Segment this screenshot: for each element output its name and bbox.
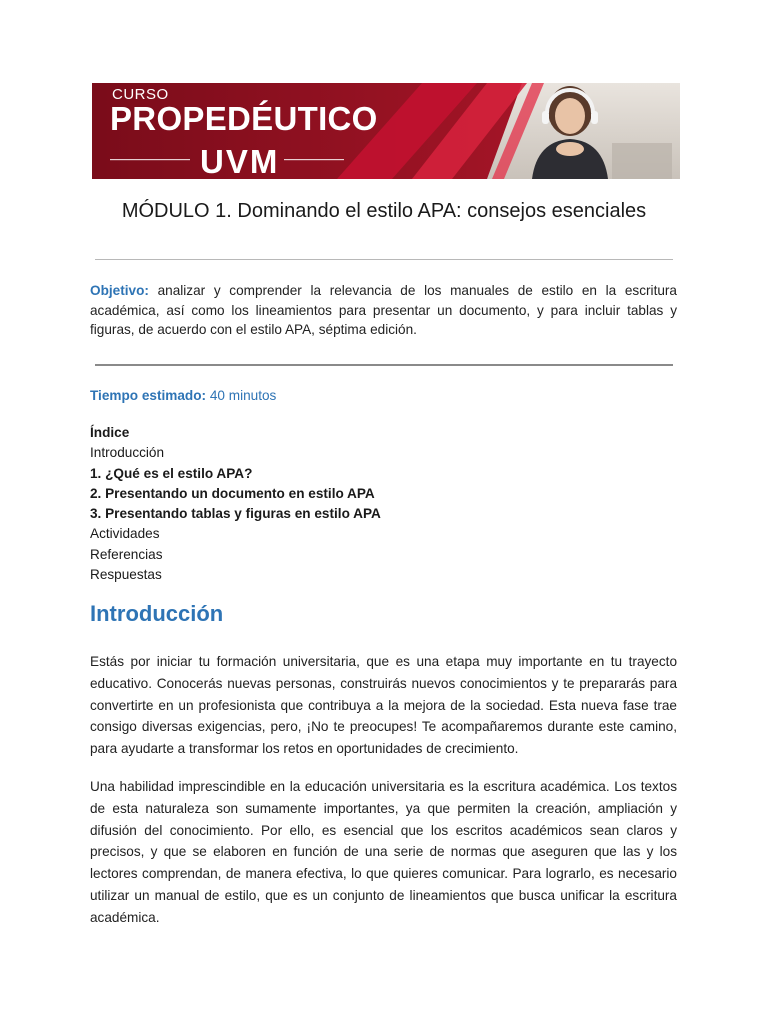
objective-paragraph <box>90 281 677 340</box>
table-of-contents <box>90 423 650 585</box>
intro-paragraph-2: Una habilidad imprescindible en la educación universitaria es la escritura académica. Los textos de esta naturaleza son sumamente importantes, ya que permiten la creación, ampliación y difusión del conocimiento. Por ello, es esencial que los escritos académicos sean claros y precisos, y que se elaboren en función de una serie de normas que aseguren que las y los lectores comprendan, de manera efectiva, lo que quieres comunicar. Para lograrlo, es necesario utilizar un manual de estilo, que es un conjunto de lineamientos que busca unificar la escritura académica. <box>90 779 677 925</box>
intro-paragraph-1: Estás por iniciar tu formación universitaria, que es una etapa muy importante en tu trayecto educativo. Conocerás nuevas personas, construirás nuevos conocimientos y te prepararás para convertirte en un profesionista que contribuya a la mejora de la sociedad. Esta nueva fase trae consigo diversas exigencias, pero, ¡No te preocupes! Te acompañaremos durante este camino, para ayudarte a transformar los retos en oportunidades de crecimiento. <box>90 654 677 757</box>
index-item-respuestas[interactable]: Respuestas <box>90 567 162 583</box>
index-item-1[interactable]: 1. ¿Qué es el estilo APA? <box>90 465 253 481</box>
index-item-2[interactable]: 2. Presentando un documento en estilo APA <box>90 485 375 501</box>
course-banner <box>92 83 680 179</box>
estimated-time <box>90 386 276 405</box>
index-item-3[interactable]: 3. Presentando tablas y figuras en estilo APA <box>90 506 381 522</box>
index-item-introduccion[interactable]: Introducción <box>90 445 165 461</box>
divider-top <box>95 259 673 260</box>
time-label: Tiempo estimado: <box>90 388 207 403</box>
banner-curso-label: CURSO <box>112 86 169 103</box>
index-title: Índice <box>90 425 130 440</box>
objective-text: analizar y comprender la relevancia de los manuales de estilo en la escritura académica, así como los lineamientos para presentar un documento, y para incluir tablas y figuras, de acuerdo con el estilo APA, séptima edición. <box>90 283 677 337</box>
intro-heading: Introducción <box>90 601 224 626</box>
banner-propedeutico-label: PROPEDÉUTICO <box>110 100 378 137</box>
time-value: 40 minutos <box>206 388 277 403</box>
divider-bottom <box>95 364 673 366</box>
index-item-referencias[interactable]: Referencias <box>90 546 163 562</box>
objective-label: Objetivo: <box>90 283 149 298</box>
banner-uvm-logo: UVM <box>200 143 280 179</box>
module-title: MÓDULO 1. Dominando el estilo APA: consejos esenciales <box>121 200 647 222</box>
index-item-actividades[interactable]: Actividades <box>90 526 160 542</box>
